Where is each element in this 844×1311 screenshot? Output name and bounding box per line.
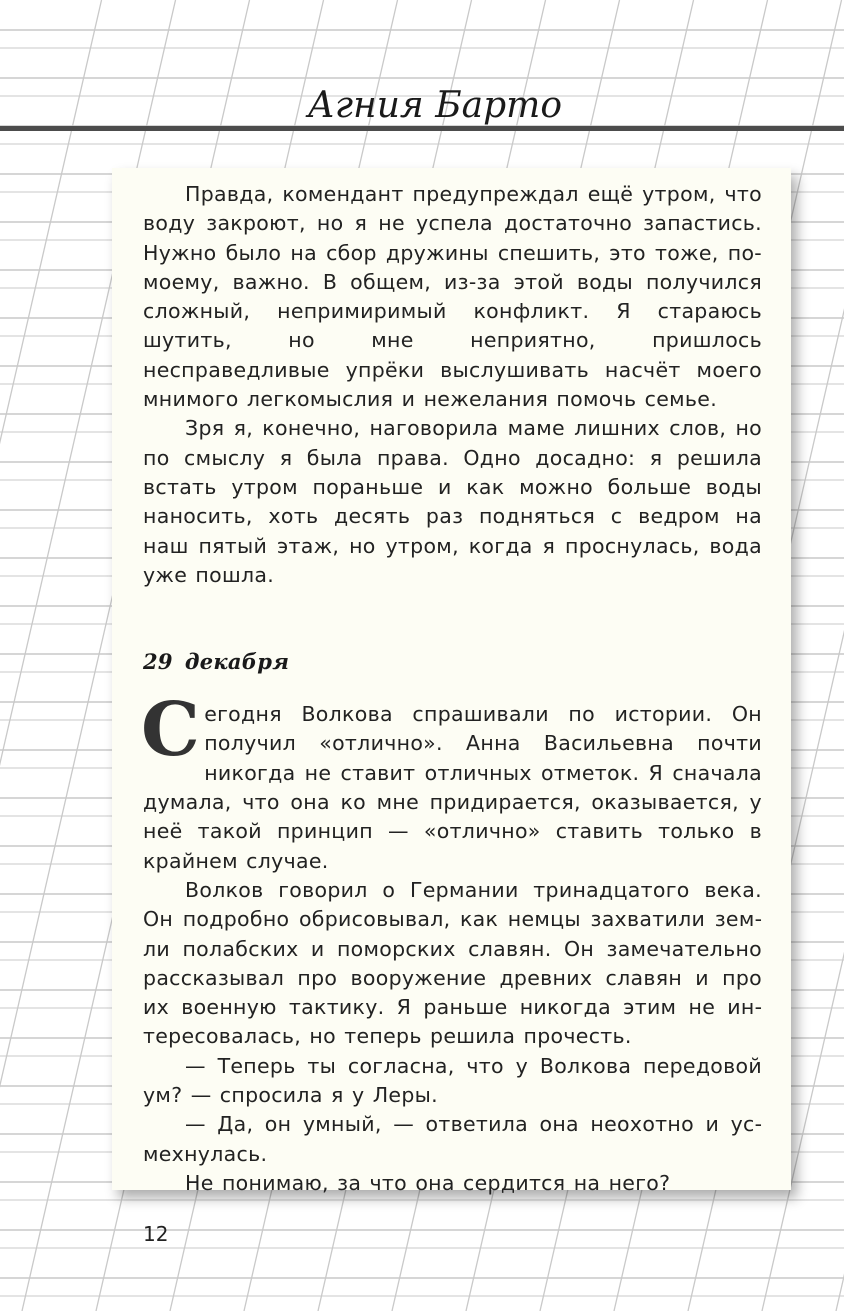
author-name: Агния Барто: [307, 85, 562, 126]
entry-date-heading: [143, 648, 762, 676]
dialogue-paragraph: — Теперь ты согласна, что у Волкова передовой ум? — спросила я у Леры.: [143, 1053, 762, 1108]
paragraph-with-dropcap: [141, 687, 762, 876]
paragraph: Правда, комендант предупреждал ещё утром, что воду закроют, но я не успела достаточно запастись. Нужно было на сбор дружины спешить, это тоже, по-моему, важно. В общем, из-за этой воды получился сложный, непримиримый конфликт. Я стараюсь шутить, но мне неприятно, пришлось несправедливые упрёки выслушивать насчёт моего мнимого легкомыслия и нежелания помочь семье.: [143, 182, 762, 412]
paragraph: Не понимаю, за что она сердится на него?: [185, 1170, 671, 1195]
grid-slanted-line: [836, 0, 844, 1311]
paragraph-text: егодня Волкова спрашивали по истории. Он получил «отлично». Анна Васильевна почти никогда не ставит отличных отметок. Я сначала думала, что она ко мне придирается, оказывается, у неё такой принцип — «отлично» ставить только в крайнем случае.: [143, 702, 762, 873]
entry-date-month: декабря: [184, 649, 290, 675]
drop-cap-letter: С: [141, 687, 201, 774]
grid-slanted-line: [0, 0, 102, 1311]
paragraph: Волков говорил о Германии тринадцатого века. Он подробно обрисовывал, как немцы захватили земли полабских и поморских славян. Он замечательно рассказывал про вооружение древних славян и про их военную тактику. Я раньше никогда этим не интересовалась, но теперь решила прочесть.: [143, 877, 762, 1049]
paragraph: Зря я, конечно, наговорила маме лишних слов, но по смыслу я была права. Одно досадно: я решила встать утром пораньше и как можно больше воды наносить, хоть десять раз подняться с ведром на наш пятый этаж, но утром, когда я проснулась, вода уже пошла.: [143, 416, 762, 587]
text-body: [143, 180, 762, 1198]
dialogue-paragraph: — Да, он умный, — ответила она неохотно и усмехнулась.: [143, 1112, 762, 1166]
header-rule: [0, 126, 844, 131]
page-number: 12: [143, 1222, 169, 1246]
entry-date-day: 29: [143, 649, 173, 675]
